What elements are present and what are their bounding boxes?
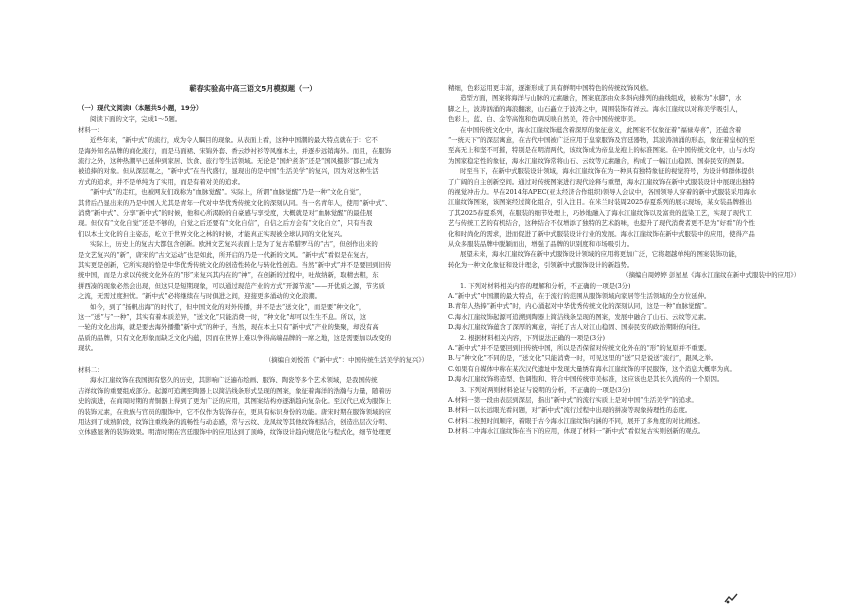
- left-text-line: 实际上，历史上的复古大都包含创新。欧洲文艺复兴表面上是为了复古希腊罗马的“古”，但创作出来的: [90, 240, 378, 249]
- right-text-line: 从众多服装品牌中脱颖而出，增强了品牌的识别度和市场吸引力。: [448, 240, 634, 248]
- left-text-line: 消费“新中式”、分享“新中式”的时候，他和心所渴盼的自豪感与享受度，大概就是对“血脉觉醒”的最佳展: [78, 209, 373, 217]
- section-heading: （一）现代文阅读Ⅰ（本题共5小题，19分）: [78, 104, 203, 112]
- left-text-line: 这一“送”与“一种”，其实有着本质差异，“送文化”只能消费一时，“种文化”却可以生生不息。所以，这: [78, 313, 367, 321]
- left-text-line: 用达到了成熟阶段，纹饰注重线条的流畅性与动态感，常与云纹、龙凤纹等其他纹饰相结合，创造出层次分明、: [78, 418, 392, 426]
- right-text-line: 至高无上和坚不可摧，特别是在明清两代，该纹饰成为帝皇龙袍上的标准图案。在中国传统文化中，山与水均: [448, 146, 755, 155]
- question-option: B.材料一以长远眼光看问题，对“新中式”流行过程中出现的拼凑等现象持理性的态度。: [448, 406, 692, 415]
- question-option: C.材料二按照时间顺序，着眼于古今海水江崖纹饰内涵的不同，展开了多角度的对比阐述。: [448, 416, 704, 425]
- left-text-line: 被追捧的对象。但从深层观之，“新中式”在当代盛行，显现出的是中国“生活美学”的复兴，因为对这种生活: [78, 167, 379, 176]
- right-text-line: 色彩上，蓝、白、金等高饱和色调反映自然美，符合中国传统审美。: [448, 115, 640, 124]
- question-option: C.海水江崖纹饰起源可追溯到陶器上简洁线条呈现的图案，发展中融合了山石、云纹等元素。: [448, 312, 711, 321]
- left-text-line: 近些年来，“新中式”的流行，成为令人瞩目的现象。从表面上看，这种中国潮的最大特点就在于：它不: [90, 136, 378, 145]
- right-text-line: 艺与传统工艺的有机结合，这种结合不仅增添了独特的艺术韵味，也提升了现代消费者更不是为“好看”的个性: [448, 219, 755, 228]
- left-text-line: 之流，无需过度担忧。“新中式”必将继续在与时俱进之间，迎接更多涌动的文化浪潮。: [78, 292, 321, 301]
- left-text-line: 是文艺复兴的“新”，唐宋的“古文运动”也是如此，所开启的乃是一代新的文风。“新中式”看似是在复古，: [78, 250, 373, 259]
- page-mark-icon: [724, 592, 738, 604]
- left-text-line: 其实更是创新，它所实现的恰是中华优秀传统文化的创造性转化与转化性创造。当然“新中式”并不是要回到旧传: [78, 261, 392, 269]
- right-text-line: 江崖纹饰图案，该图案经过简化组合，引入注目。在米兰时装周2025春夏系列的展示现场，某女装品牌推出: [448, 198, 752, 207]
- question-option: D.材料二中海水江崖纹饰在当下的应用，体现了材料一“新中式”看似复古实则创新的观点。: [448, 427, 705, 436]
- right-text-line: 为国家稳定性的象征，海水江崖纹饰常将山石、云纹等元素融合，构成了一幅江山稳固、国泰民安的图景。: [448, 156, 749, 165]
- question-option: A.材料一第一段由表层到深层，指出“新中式”的流行实质上是对中国“生活美学”的追求。: [448, 396, 698, 404]
- left-text-line: 统中国，而是力求以传统文化外在的“形”来复兴其内在的“神”，在创新的过程中，吐故纳新，取精去粗，东: [78, 271, 379, 280]
- left-text-line: 的装饰元素，在贵族与官员的服饰中，它不仅作为装饰存在，更具有标识身份的功能。唐宋时期在服饰领域的应: [78, 407, 392, 416]
- left-text-line: 立体感显著的装饰效果。明清时期在宫廷服饰中的应用达到了顶峰，纹饰设计趋向规范化与程式化，细节处理更: [78, 428, 392, 437]
- question-option: A.“新中式”并不是要回到旧传统中国，所以是否保留对传统文化外在的“形”的复原并不重要。: [448, 344, 711, 352]
- left-text-line: 海水江崖纹饰在我国拥有悠久的历史，其影响广泛遍布绘画、服饰、陶瓷等多个艺术领域，是我国传统: [90, 376, 378, 385]
- left-text-line: 是海外知名品牌的商化流行，而是马面裙、宋锦外套、香云纱衬衫等风靡本土，并逐步远销海外。而且，在服饰: [78, 146, 392, 155]
- right-text-line: 了其2025春夏系列，在服装的细节处理上，巧妙地融入了海水江崖纹饰以及富贵的蓝染工艺，实现了现代工: [448, 208, 752, 217]
- left-text-line: 吉祥纹饰的重要组成部分。起源可追溯至陶器上以简洁线条形式呈现的图案，象征着海洋的浩瀚与力量，随着历: [78, 386, 392, 395]
- left-text-line: 一轮的文化出海，就是要去海外播撒“新中式”的种子，当然，现在本土只有“新中式”产业的集聚，却没有高: [78, 323, 379, 332]
- right-text-line: 化和时尚化的需求，进而促进了新中式服装设计行业的发展。海水江崖纹饰在新中式服装中的应用，使得产品: [448, 229, 755, 238]
- document-title: 蕲春实验高中高三语文5月模拟题（一）: [189, 84, 317, 93]
- right-text-line: “一统天下”的深层寓意，在古代中国被广泛应用于皇家服饰及宫廷器物，其波涛汹涌的形态，象征着皇权的至: [448, 136, 755, 144]
- question-stem: 3. 下列对两则材料论证与说明的分析，不正确的一项是(3分): [460, 385, 631, 394]
- left-text-line: 其背后凸显出来的乃是中国人尤其是青年一代对中华优秀传统文化的深刻认同。当一名青年人，使用“新中式”、: [78, 198, 392, 207]
- left-text-line: 史的演进，在商周时期的青铜器上得到了更为广泛的应用，其图案结构亦逐渐趋向复杂化。至汉代已成为服饰上: [78, 397, 392, 406]
- left-text-line: 现状。: [78, 344, 98, 353]
- question-option: B.与“种文化”不同的是，“送文化”只能消费一时，可见这里的“送”只是说送“流行”，跟风之举。: [448, 354, 718, 363]
- right-text-line: 转化为一种文化象征和设计理念，引领新中式服饰设计的新趋势。: [448, 260, 634, 269]
- right-text-line: 造型方面，图案将海洋与山脉的元素融合，图案底部由众多斜向排列的曲线组成，被称为“水脚”，水: [460, 94, 742, 103]
- left-text-line: 如今，到了“扬帆出海”的时代了，但中国文化的对外传播，并不是去“送文化”，而是要“种文化”，: [90, 302, 366, 311]
- right-text-line: 的视觉冲击力。早在2014年APEC(亚太经济合作组织)领导人会议中，各国领导人穿着的新中式服装采用海水: [448, 188, 757, 196]
- material-two-heading: 材料二：: [78, 366, 104, 374]
- left-text-line: 拼西凑的现象必然会出现，但这只是短期现象，可以通过现范产业的方式“开源节流”——开优质之源，节劣质: [78, 281, 385, 290]
- question-option: C.如果有自媒体中称在某次汉代遗址中发现大量绣有海水江崖纹饰的平民服饰，这个消息大概率为真。: [448, 364, 736, 373]
- question-option: B.青年人热捧“新中式”时，内心涌起对中华优秀传统文化的深刻认同，这是一种“血脉觉醒”。: [448, 302, 711, 311]
- left-text-line: “新中式”的走红，也被网友们戏称为“血脉觉醒”。实际上，所谓“血脉觉醒”乃是一种“文化自觉”，: [90, 188, 366, 197]
- left-text-line: 流行之外，这种热潮早已延伸到家居、饮食、旅行等生活领域。无论是“国炉煮茶”还是“国风摄影”都已成为: [78, 157, 379, 165]
- question-option: D.海水江崖纹饰将造型、色调饱和、符合中国传统审美标准，这应该也是其长久流传的一个原因。: [448, 375, 724, 384]
- right-text-line: 时至当下，在新中式服装设计领域，海水江崖纹饰在为一种具有独特象征的视觉符号，为设计师群体提供: [460, 167, 754, 176]
- left-citation: （摘编自刘悦笛《“新中式”：中国传统生活美学的复兴》）: [264, 355, 428, 364]
- question-option: D.海水江崖纹饰蕴含了深厚的寓意，寄托了古人对江山稳固、国泰民安的政治期盼的向往。: [448, 323, 705, 332]
- right-citation: （摘编自周婷婷 彭星星《海水江崖纹在新中式服装中的应用》）: [622, 271, 800, 280]
- right-text-line: 脚之上，波涛汹涌的海浪翻滚，山石矗立于波涛之中，周围装饰有祥云。海水江崖纹以对称美学吸引人，: [448, 104, 742, 113]
- left-text-line: 阅读下面的文字，完成1～5题。: [90, 115, 182, 124]
- right-text-line: 了广阔的自主创新空间。通过对传统图案进行现代诠释与重塑，海水江崖纹饰在新中式服装设计中展现出独特: [448, 177, 755, 186]
- left-text-line: 方式的追求，并不是单纯为了实用，而是有着对美的追求。: [78, 177, 245, 186]
- question-stem: 1. 下列对材料相关内容的理解和分析，不正确的一项是(3分): [460, 281, 631, 290]
- right-text-line: 精细，色彩运用更丰富，逐渐形成了具有鲜明中国特色的传统纹饰风格。: [448, 84, 653, 92]
- left-text-line: 们以本土文化的自主姿态，屹立于世界文化之林的时候，才能真正实现被全球认同的文化复兴。: [78, 229, 347, 238]
- left-text-line: 品质的品牌，只有文化形象而缺乏文化内蕴，因而在世界上难以争得高端品牌的一席之地，这是需要加以改变的: [78, 333, 392, 342]
- question-option: A.“新中式”中国潮的最大特点，在于流行的范围从服饰领域向家居等生活领域的全方位延伸。: [448, 292, 711, 300]
- right-text-line: 在中国传统文化中，海水江崖纹饰蕴含着深厚的象征意义，此图案不仅象征着“福禄寿喜”，还蕴含着: [460, 125, 742, 134]
- right-text-line: 展望未来，海水江崖纹饰在新中式服饰设计领域的应用将更加广泛，它将超越单纯的图案装饰功能，: [460, 250, 742, 259]
- left-text-line: 现。但仅有“文化自觉”还是不够的，自觉之后还要有“文化自信”，自信之后方会有“文化自立”，只有当我: [78, 219, 373, 228]
- left-text-line: 材料一：: [78, 125, 104, 134]
- question-stem: 2. 根据材料相关内容，下列说法正确的一项是(3分): [460, 333, 605, 342]
